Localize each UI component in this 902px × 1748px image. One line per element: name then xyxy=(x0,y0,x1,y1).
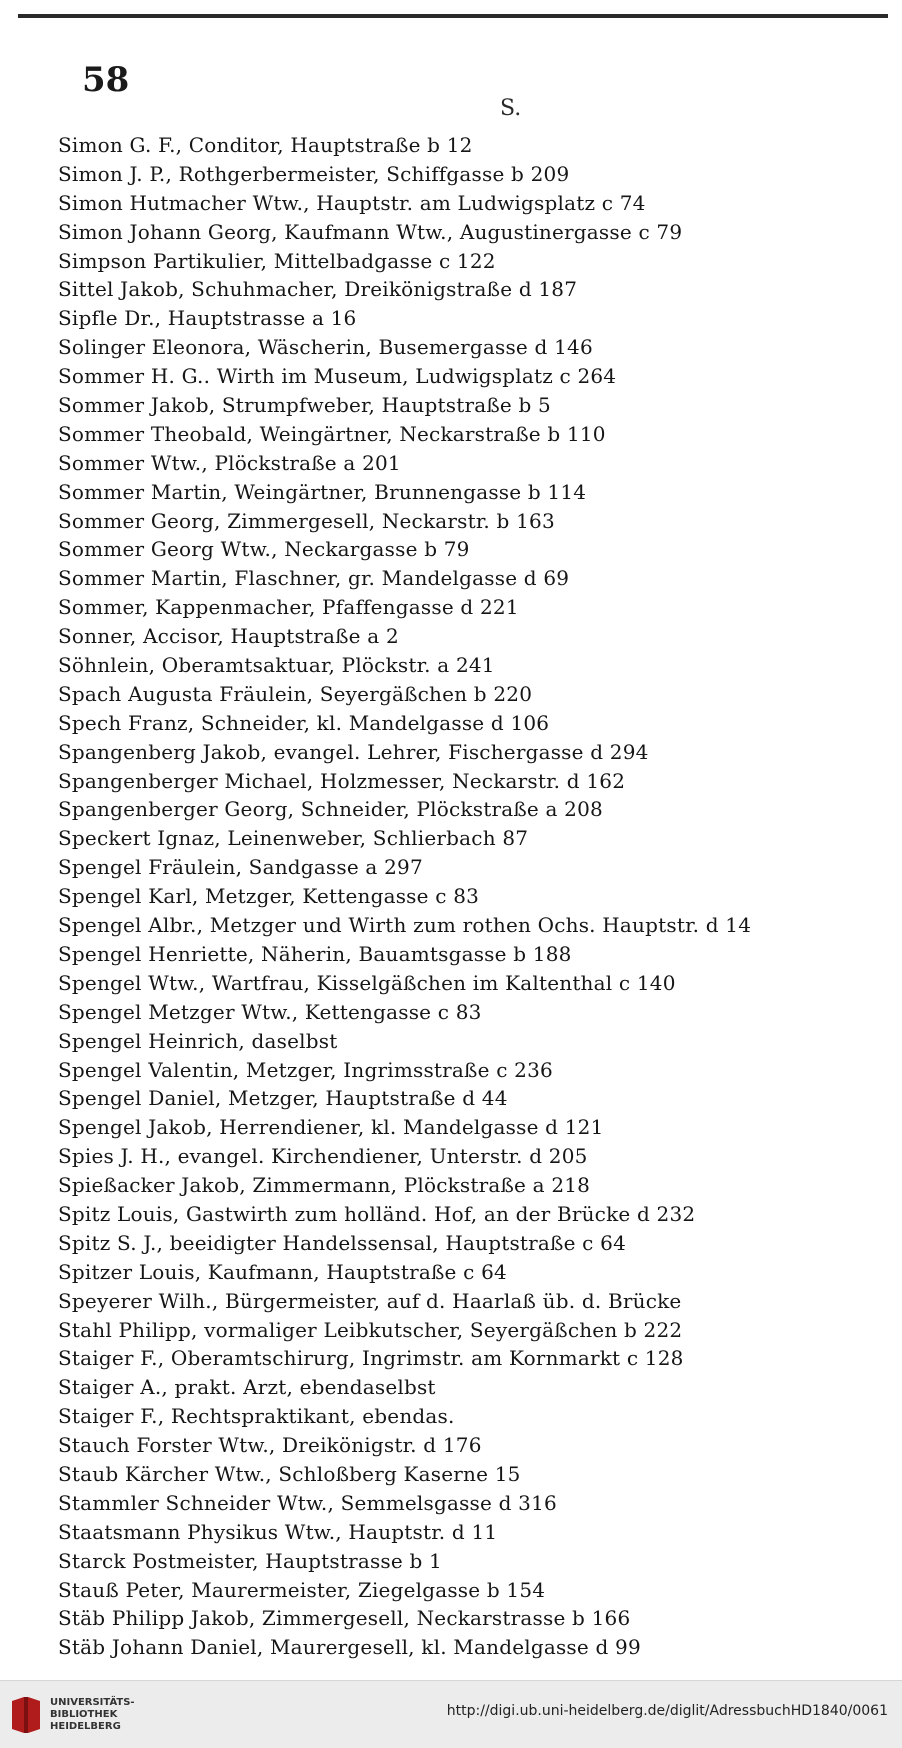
directory-entry: Sipfle Dr., Hauptstrasse a 16 xyxy=(58,306,357,331)
directory-entry: Spangenberg Jakob, evangel. Lehrer, Fischergasse d 294 xyxy=(58,739,649,764)
directory-entry: Sommer Wtw., Plöckstraße a 201 xyxy=(58,450,401,475)
directory-entry: Simon G. F., Conditor, Hauptstraße b 12 xyxy=(58,133,473,157)
directory-entry: Sommer Georg, Zimmergesell, Neckarstr. b 163 xyxy=(58,508,555,533)
directory-entry: Sittel Jakob, Schuhmacher, Dreikönigstraße d 187 xyxy=(58,277,578,302)
directory-entry: Spengel Jakob, Herrendiener, kl. Mandelgasse d 121 xyxy=(58,1115,604,1140)
directory-entry-list xyxy=(58,131,898,1662)
directory-entry: Spengel Fräulein, Sandgasse a 297 xyxy=(58,855,423,880)
library-seal-icon xyxy=(10,1695,42,1735)
directory-entry: Sonner, Accisor, Hauptstraße a 2 xyxy=(58,624,399,649)
directory-entry: Speckert Ignaz, Leinenweber, Schlierbach 87 xyxy=(58,826,529,851)
directory-entry: Spengel Wtw., Wartfrau, Kisselgäßchen im Kaltenthal c 140 xyxy=(58,970,676,995)
directory-entry: Simon Johann Georg, Kaufmann Wtw., Augustinergasse c 79 xyxy=(58,219,683,244)
directory-entry: Sommer, Kappenmacher, Pfaffengasse d 221 xyxy=(58,595,519,620)
directory-entry: Stauß Peter, Maurermeister, Ziegelgasse b 154 xyxy=(58,1577,546,1602)
directory-entry: Staiger F., Oberamtschirurg, Ingrimstr. am Kornmarkt c 128 xyxy=(58,1346,684,1371)
directory-entry: Spangenberger Georg, Schneider, Plöckstraße a 208 xyxy=(58,797,603,822)
directory-entry: Staatsmann Physikus Wtw., Hauptstr. d 11 xyxy=(58,1519,498,1544)
directory-entry: Sommer Theobald, Weingärtner, Neckarstraße b 110 xyxy=(58,421,606,446)
library-logo-text xyxy=(50,1697,135,1733)
directory-entry: Spach Augusta Fräulein, Seyergäßchen b 220 xyxy=(58,681,533,706)
directory-entry: Staiger F., Rechtspraktikant, ebendas. xyxy=(58,1404,455,1429)
top-border-rule xyxy=(18,14,888,18)
section-letter: S. xyxy=(500,96,522,121)
directory-entry: Söhnlein, Oberamtsaktuar, Plöckstr. a 241 xyxy=(58,653,495,678)
directory-entry: Spitz S. J., beeidigter Handelssensal, Hauptstraße c 64 xyxy=(58,1230,626,1255)
directory-entry: Stahl Philipp, vormaliger Leibkutscher, Seyergäßchen b 222 xyxy=(58,1317,683,1342)
directory-entry: Sommer Georg Wtw., Neckargasse b 79 xyxy=(58,537,470,562)
directory-entry: Stauch Forster Wtw., Dreikönigstr. d 176 xyxy=(58,1433,482,1458)
directory-entry: Spengel Henriette, Näherin, Bauamtsgasse b 188 xyxy=(58,941,572,966)
directory-entry: Sommer H. G.. Wirth im Museum, Ludwigsplatz c 264 xyxy=(58,364,617,389)
directory-entry: Spengel Valentin, Metzger, Ingrimsstraße c 236 xyxy=(58,1057,553,1082)
directory-entry: Stammler Schneider Wtw., Semmelsgasse d 316 xyxy=(58,1490,557,1515)
directory-entry: Spießacker Jakob, Zimmermann, Plöckstraße a 218 xyxy=(58,1173,591,1198)
directory-entry: Stäb Johann Daniel, Maurergesell, kl. Mandelgasse d 99 xyxy=(58,1635,641,1660)
page-number: 58 xyxy=(82,60,130,100)
directory-entry: Simon Hutmacher Wtw., Hauptstr. am Ludwigsplatz c 74 xyxy=(58,190,646,215)
directory-entry: Sommer Jakob, Strumpfweber, Hauptstraße b 5 xyxy=(58,393,551,418)
directory-entry: Spengel Metzger Wtw., Kettengasse c 83 xyxy=(58,999,482,1024)
viewer-footer xyxy=(0,1680,902,1748)
directory-entry: Spitzer Louis, Kaufmann, Hauptstraße c 64 xyxy=(58,1259,507,1284)
directory-entry: Spangenberger Michael, Holzmesser, Neckarstr. d 162 xyxy=(58,768,626,793)
logo-line: BIBLIOTHEK xyxy=(50,1709,118,1720)
directory-entry: Sommer Martin, Flaschner, gr. Mandelgasse d 69 xyxy=(58,566,570,591)
logo-line: HEIDELBERG xyxy=(50,1721,121,1732)
directory-entry: Spies J. H., evangel. Kirchendiener, Unterstr. d 205 xyxy=(58,1144,588,1169)
directory-entry: Spitz Louis, Gastwirth zum holländ. Hof, an der Brücke d 232 xyxy=(58,1201,696,1226)
directory-entry: Sommer Martin, Weingärtner, Brunnengasse b 114 xyxy=(58,479,587,504)
source-url-link[interactable]: http://digi.ub.uni-heidelberg.de/diglit/AdressbuchHD1840/0061 xyxy=(446,1703,888,1719)
directory-entry: Spengel Karl, Metzger, Kettengasse c 83 xyxy=(58,884,480,909)
directory-entry: Simon J. P., Rothgerbermeister, Schiffgasse b 209 xyxy=(58,161,570,186)
library-logo[interactable] xyxy=(10,1695,250,1739)
directory-entry: Solinger Eleonora, Wäscherin, Busemergasse d 146 xyxy=(58,335,593,360)
directory-entry: Spengel Heinrich, daselbst xyxy=(58,1028,338,1053)
directory-entry: Starck Postmeister, Hauptstrasse b 1 xyxy=(58,1548,442,1573)
directory-entry: Staub Kärcher Wtw., Schloßberg Kaserne 15 xyxy=(58,1461,521,1486)
directory-entry: Spech Franz, Schneider, kl. Mandelgasse d 106 xyxy=(58,710,550,735)
directory-entry: Simpson Partikulier, Mittelbadgasse c 122 xyxy=(58,248,496,273)
logo-line: UNIVERSITÄTS- xyxy=(50,1697,135,1708)
directory-entry: Spengel Daniel, Metzger, Hauptstraße d 44 xyxy=(58,1086,508,1111)
directory-entry: Staiger A., prakt. Arzt, ebendaselbst xyxy=(58,1375,436,1400)
directory-entry: Speyerer Wilh., Bürgermeister, auf d. Haarlaß üb. d. Brücke xyxy=(58,1288,682,1313)
directory-entry: Spengel Albr., Metzger und Wirth zum rothen Ochs. Hauptstr. d 14 xyxy=(58,913,752,938)
directory-entry: Stäb Philipp Jakob, Zimmergesell, Neckarstrasse b 166 xyxy=(58,1606,631,1631)
